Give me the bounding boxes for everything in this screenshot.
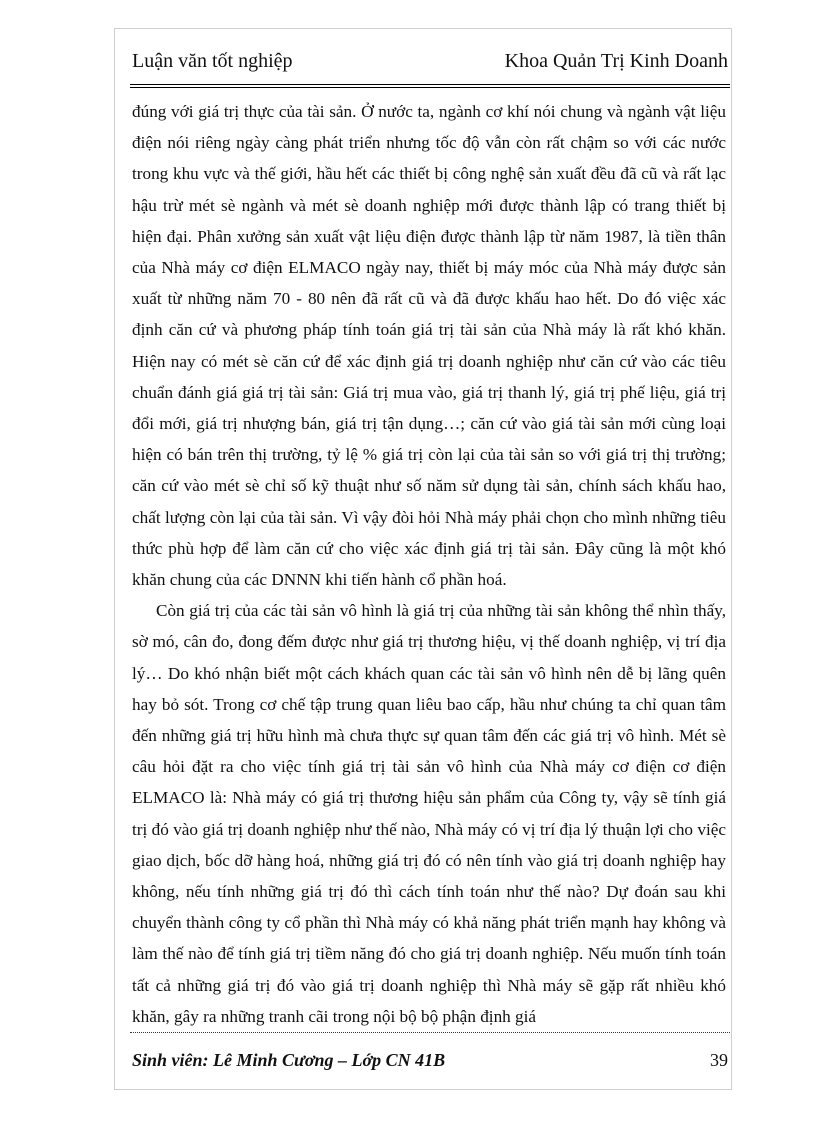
header-faculty: Khoa Quản Trị Kinh Doanh [504, 50, 728, 72]
footer-divider [130, 1032, 730, 1033]
header-divider [130, 84, 730, 88]
body-paragraph: Còn giá trị của các tài sản vô hình là giá trị của những tài sản không thể nhìn thấy, sờ mó, cân đo, đong đếm được như giá trị thương hiệu, vị thế doanh nghiệp, vị trí địa lý… Do khó nhận biết một cách khách quan các tài sản vô hình nên dễ bị lãng quên hay bỏ sót. Trong cơ chế tập trung quan liêu bao cấp, hầu như chúng ta chỉ quan tâm đến những giá trị hữu hình mà chưa thực sự quan tâm đến các giá trị vô hình. Mét sè câu hỏi đặt ra cho việc tính giá trị tài sản vô hình của Nhà máy cơ điện cơ điện ELMACO là: Nhà máy có giá trị thương hiệu sản phẩm của Công ty, vậy sẽ tính giá trị đó vào giá trị doanh nghiệp như thế nào, Nhà máy có vị trí địa lý thuận lợi cho việc giao dịch, bốc dỡ hàng hoá, những giá trị đó có nên tính vào giá trị doanh nghiệp hay không, nếu tính những giá trị đó thì cách tính toán như thế nào? Dự đoán sau khi chuyển thành công ty cổ phần thì Nhà máy có khả năng phát triển mạnh hay không và làm thế nào để tính giá trị tiềm năng đó cho giá trị doanh nghiệp. Nếu muốn tính toán tất cả những giá trị đó vào giá trị doanh nghiệp thì Nhà máy sẽ gặp rất nhiều khó khăn, gây ra những tranh cãi trong nội bộ bộ phận định giá [132, 601, 726, 1026]
footer-student-info: Sinh viên: Lê Minh Cương – Lớp CN 41B [132, 1050, 446, 1070]
page-footer [132, 1050, 728, 1078]
page-header [132, 50, 728, 80]
body-paragraph: đúng với giá trị thực của tài sản. Ở nước ta, ngành cơ khí nói chung và ngành vật liệu điện nói riêng ngày càng phát triển nhưng tốc độ vẫn còn rất chậm so với các nước trong khu vực và thế giới, hầu hết các thiết bị công nghệ sản xuất đều đã cũ và rất lạc hậu trừ mét sè ngành và mét sè doanh nghiệp mới được thành lập có trang thiết bị hiện đại. Phân xưởng sản xuất vật liệu điện được thành lập từ năm 1987, là tiền thân của Nhà máy cơ điện ELMACO ngày nay, thiết bị máy móc của Nhà máy được sản xuất từ những năm 70 - 80 nên đã rất cũ và đã được khấu hao hết. Do đó việc xác định căn cứ và phương pháp tính toán giá trị tài sản của Nhà máy là rất khó khăn. Hiện nay có mét sè căn cứ để xác định giá trị doanh nghiệp như căn cứ vào các tiêu chuẩn đánh giá giá trị tài sản: Giá trị mua vào, giá trị thanh lý, giá trị phế liệu, giá trị đổi mới, giá trị nhượng bán, giá trị tận dụng…; căn cứ vào giá tài sản mới cùng loại hiện có bán trên thị trường, tỷ lệ % giá trị còn lại của tài sản so với giá trị thị trường; căn cứ vào mét sè chỉ số kỹ thuật như số năm sử dụng tài sản, chính sách khấu hao, chất lượng còn lại của tài sản. Vì vậy đòi hỏi Nhà máy phải chọn cho mình những tiêu thức phù hợp để làm căn cứ cho việc xác định giá trị tài sản. Đây cũng là một khó khăn chung của các DNNN khi tiến hành cổ phần hoá. [132, 102, 726, 590]
page-number: 39 [710, 1050, 728, 1070]
header-thesis-title: Luận văn tốt nghiệp [132, 50, 293, 72]
page-body [132, 96, 726, 1032]
